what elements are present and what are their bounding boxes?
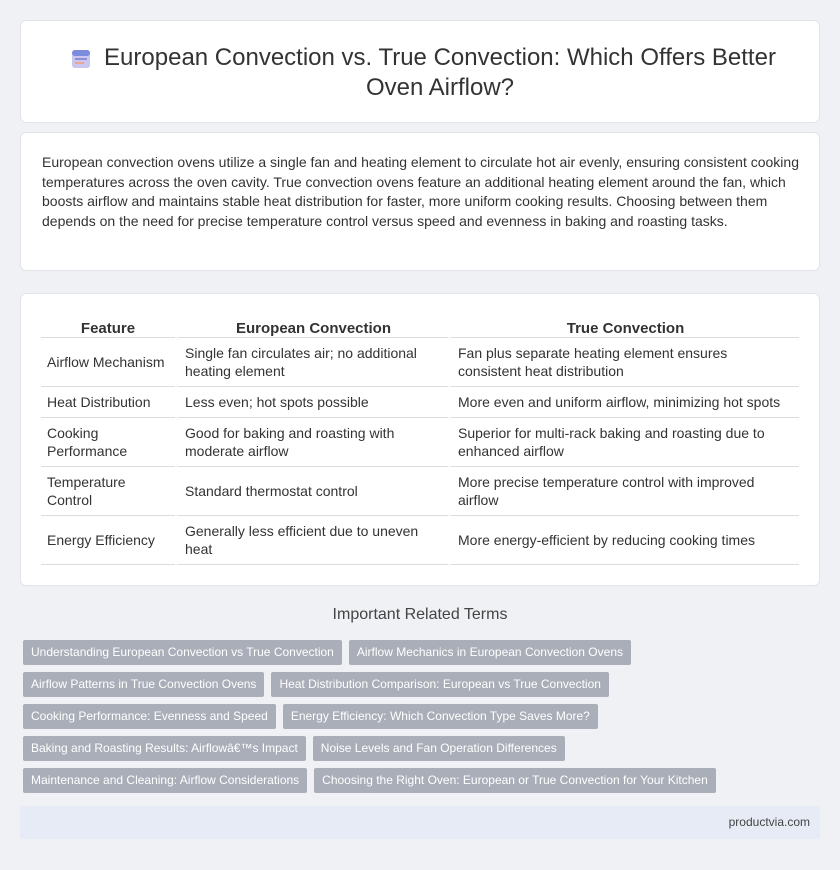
related-terms-list — [23, 640, 823, 800]
table-cell: Airflow Mechanism — [41, 338, 175, 387]
table-row — [41, 387, 799, 418]
table-header: True Convection — [448, 314, 799, 338]
comparison-table — [41, 314, 799, 565]
related-term-tag[interactable]: Choosing the Right Oven: European or True Convection for Your Kitchen — [314, 768, 716, 793]
table-header: Feature — [41, 314, 175, 338]
table-header-row — [41, 314, 799, 338]
related-term-tag[interactable]: Energy Efficiency: Which Convection Type Saves More? — [283, 704, 598, 729]
related-term-tag[interactable]: Maintenance and Cleaning: Airflow Considerations — [23, 768, 307, 793]
table-cell: Cooking Performance — [41, 418, 175, 467]
footer — [20, 806, 820, 839]
table-cell: Superior for multi-rack baking and roasting due to enhanced airflow — [448, 418, 799, 467]
table-cell: Good for baking and roasting with moderate airflow — [175, 418, 448, 467]
table-cell: Standard thermostat control — [175, 467, 448, 516]
related-term-tag[interactable]: Airflow Patterns in True Convection Ovens — [23, 672, 264, 697]
page-title: European Convection vs. True Convection: Which Offers Better Oven Airflow? — [104, 44, 776, 101]
comparison-table-card — [20, 293, 820, 586]
related-terms-title: Important Related Terms — [332, 606, 508, 623]
related-term-tag[interactable]: Airflow Mechanics in European Convection Ovens — [349, 640, 631, 665]
table-row — [41, 338, 799, 387]
related-term-tag[interactable]: Heat Distribution Comparison: European vs True Convection — [271, 672, 609, 697]
footer-site-link[interactable]: productvia.com — [728, 815, 810, 829]
table-cell: More precise temperature control with improved airflow — [448, 467, 799, 516]
table-cell: More even and uniform airflow, minimizing hot spots — [448, 387, 799, 418]
table-cell: Temperature Control — [41, 467, 175, 516]
table-row — [41, 516, 799, 565]
table-cell: More energy-efficient by reducing cooking times — [448, 516, 799, 565]
table-cell: Energy Efficiency — [41, 516, 175, 565]
table-cell: Single fan circulates air; no additional heating element — [175, 338, 448, 387]
related-term-tag[interactable]: Understanding European Convection vs True Convection — [23, 640, 342, 665]
table-cell: Generally less efficient due to uneven heat — [175, 516, 448, 565]
table-cell: Fan plus separate heating element ensures consistent heat distribution — [448, 338, 799, 387]
page-title-wrap — [61, 43, 779, 103]
intro-card — [20, 132, 820, 271]
table-cell: Heat Distribution — [41, 387, 175, 418]
intro-paragraph: European convection ovens utilize a single fan and heating element to circulate hot air evenly, ensuring consistent cooking temperatures across the oven cavity. True convection ovens feature an additional heating element around the fan, which boosts airflow and maintains stable heat distribution for faster, more uniform cooking results. Choosing between them depends on the need for precise temperature control versus speed and evenness in baking and roasting tasks. — [42, 154, 799, 229]
table-header: European Convection — [175, 314, 448, 338]
table-row — [41, 467, 799, 516]
related-term-tag[interactable]: Noise Levels and Fan Operation Differences — [313, 736, 565, 761]
related-term-tag[interactable]: Cooking Performance: Evenness and Speed — [23, 704, 276, 729]
table-cell: Less even; hot spots possible — [175, 387, 448, 418]
related-term-tag[interactable]: Baking and Roasting Results: Airflowâ€™s Impact — [23, 736, 306, 761]
table-row — [41, 418, 799, 467]
title-card — [20, 20, 820, 123]
